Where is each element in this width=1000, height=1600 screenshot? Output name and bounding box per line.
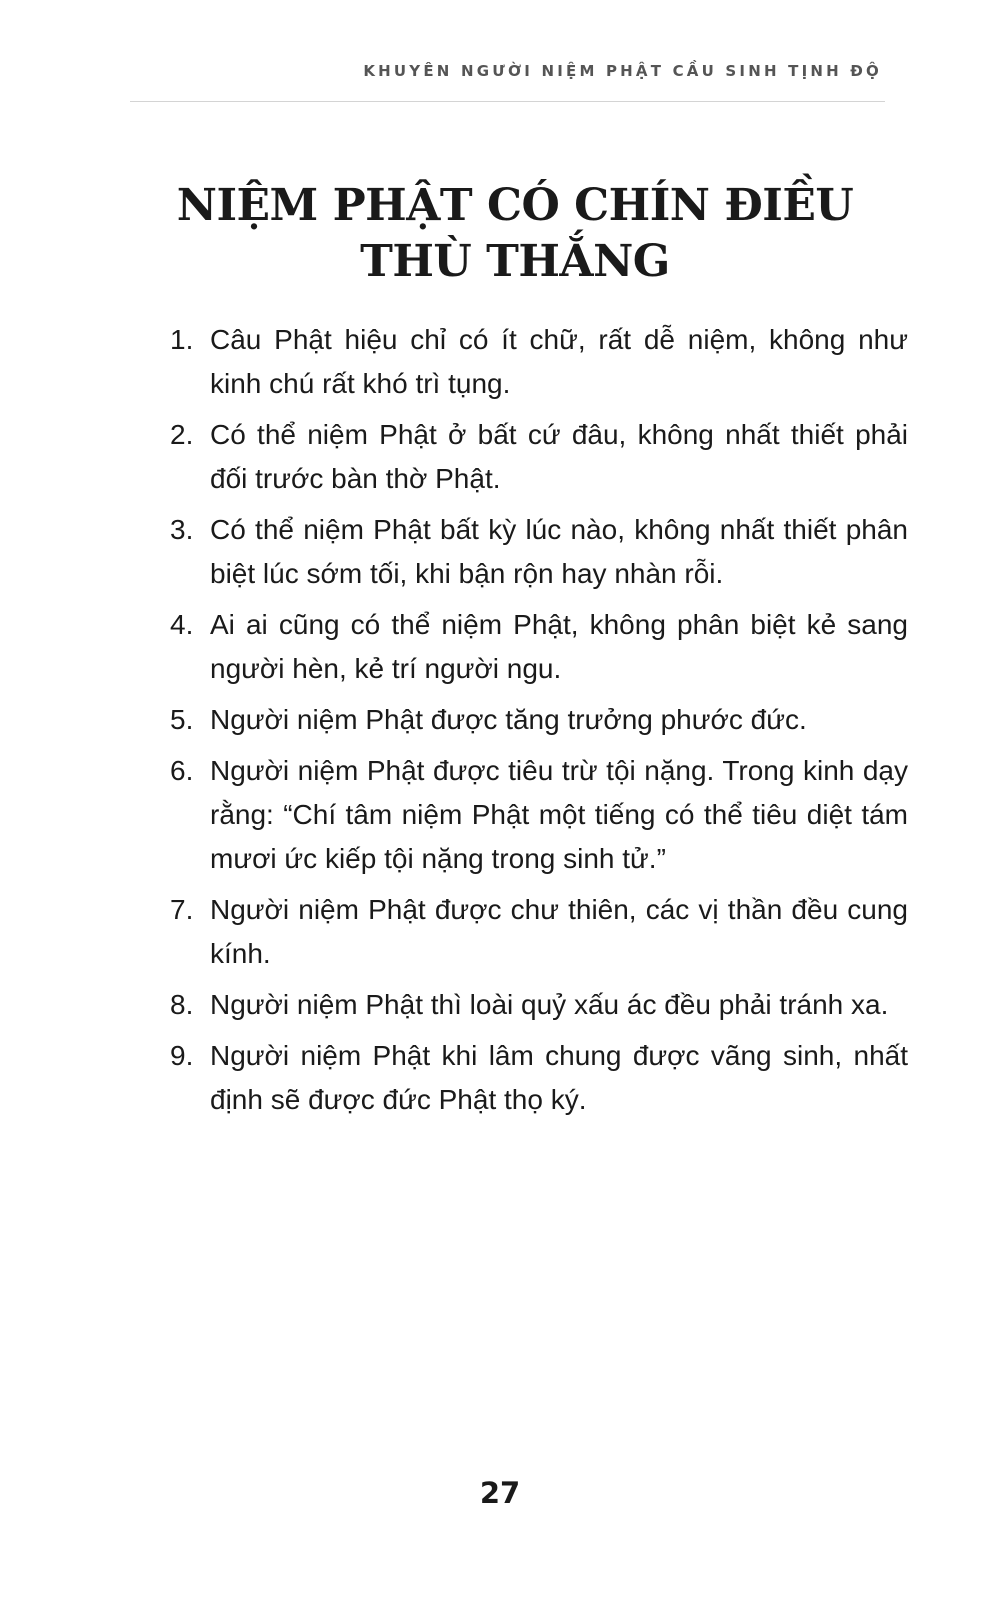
list-item xyxy=(170,888,908,976)
list-item xyxy=(170,508,908,596)
list-item-number: 1. xyxy=(170,324,194,355)
list-item-text: Có thể niệm Phật ở bất cứ đâu, không nhất thiết phải đối trước bàn thờ Phật. xyxy=(210,419,908,494)
list-item-number: 6. xyxy=(170,755,194,786)
list-item-text: Ai ai cũng có thể niệm Phật, không phân biệt kẻ sang người hèn, kẻ trí người ngu. xyxy=(210,609,908,684)
chapter-title xyxy=(120,178,910,290)
list-item-number: 4. xyxy=(170,609,194,640)
page-number: 27 xyxy=(479,1476,521,1510)
list-item-text: Người niệm Phật thì loài quỷ xấu ác đều phải tránh xa. xyxy=(210,989,889,1020)
list-item-number: 8. xyxy=(170,989,194,1020)
list-item-number: 7. xyxy=(170,894,194,925)
list-item xyxy=(170,318,908,406)
list-item-text: Câu Phật hiệu chỉ có ít chữ, rất dễ niệm, không như kinh chú rất khó trì tụng. xyxy=(210,324,908,399)
list-item xyxy=(170,698,908,742)
list-item xyxy=(170,749,908,881)
benefit-list xyxy=(170,318,908,1129)
list-item-text: Có thể niệm Phật bất kỳ lúc nào, không nhất thiết phân biệt lúc sớm tối, khi bận rộn hay nhàn rỗi. xyxy=(210,514,908,589)
chapter-title-line-2: THÙ THẮNG xyxy=(360,236,670,287)
list-item xyxy=(170,413,908,501)
list-item-number: 5. xyxy=(170,704,194,735)
list-item-number: 2. xyxy=(170,419,194,450)
chapter-title-line-1: NIỆM PHẬT CÓ CHÍN ĐIỀU xyxy=(176,180,854,231)
header-divider xyxy=(130,101,885,102)
list-item xyxy=(170,603,908,691)
list-item-text: Người niệm Phật được chư thiên, các vị thần đều cung kính. xyxy=(210,894,908,969)
list-item-text: Người niệm Phật được tăng trưởng phước đức. xyxy=(210,704,807,735)
list-item xyxy=(170,1034,908,1122)
list-item-text: Người niệm Phật được tiêu trừ tội nặng. Trong kinh dạy rằng: “Chí tâm niệm Phật một tiếng có thể tiêu diệt tám mươi ức kiếp tội nặng trong sinh tử.” xyxy=(210,755,908,874)
list-item xyxy=(170,983,908,1027)
list-item-text: Người niệm Phật khi lâm chung được vãng sinh, nhất định sẽ được đức Phật thọ ký. xyxy=(210,1040,908,1115)
list-item-number: 9. xyxy=(170,1040,194,1071)
list-item-number: 3. xyxy=(170,514,194,545)
running-header: KHUYÊN NGƯỜI NIỆM PHẬT CẦU SINH TỊNH ĐỘ xyxy=(363,62,882,80)
